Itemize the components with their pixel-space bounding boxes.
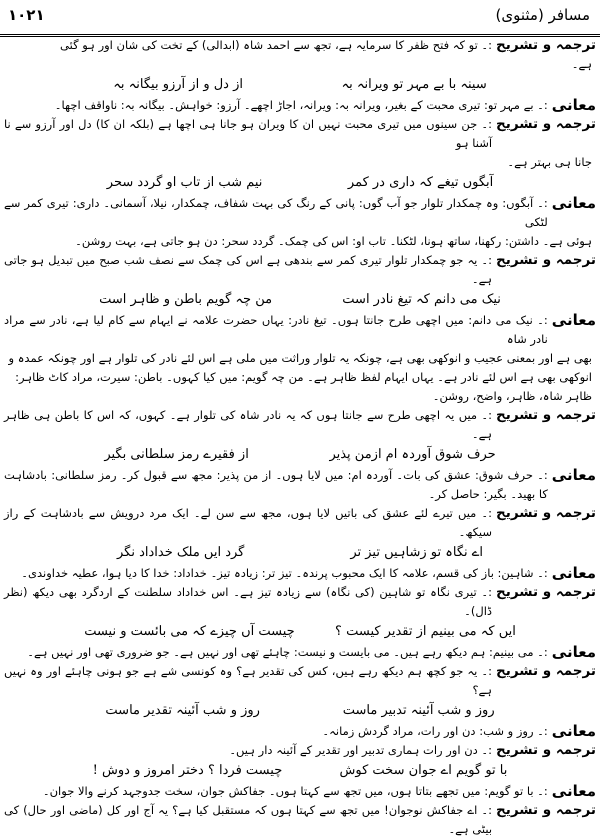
verse — [4, 542, 596, 564]
entry-row — [4, 406, 596, 444]
verse-line — [4, 621, 596, 643]
verse-line — [4, 289, 596, 311]
meaning-label: معانی — [551, 643, 596, 661]
meaning-entry — [4, 564, 596, 583]
entry-row — [4, 722, 596, 741]
entry-text: :۔ روز و شب: دن اور رات، مراد گردش زمانہ۔ — [322, 724, 548, 738]
verse — [4, 289, 596, 311]
verse-first-half: اے نگاہ تو زشاہیں تیز تر — [350, 545, 484, 560]
entry-row — [4, 564, 596, 583]
translation-label: ترجمہ و تشریح — [496, 584, 596, 600]
entry-text: :۔ دن اور رات ہماری تدبیر اور تقدیر کے آئینہ دار ہیں۔ — [229, 743, 493, 757]
entry-row — [4, 194, 596, 232]
verse-first-half: حرف شوق آوردہ ام ازمن پذیر — [329, 447, 496, 462]
verse-line — [4, 700, 596, 722]
entry-row — [4, 311, 596, 349]
verse-first-half: سینہ با بے مہر تو ویرانہ بہ — [341, 77, 487, 92]
translation-entry — [4, 36, 596, 74]
entry-continuation: ہوئی ہے۔ داشتن: رکھنا، ساتھ ہونا، لٹکنا۔ تاب او: اس کی چمک۔ گردد سحر: دن ہو جاتی ہے، بہت روشن۔ — [75, 234, 592, 248]
translation-entry — [4, 741, 596, 760]
running-head: مسافر (مثنوی) — [495, 6, 590, 24]
verse — [4, 444, 596, 466]
translation-entry — [4, 801, 596, 839]
verse-second-half: روز و شب آئینہ تقدیر ماست — [105, 703, 260, 718]
translation-entry — [4, 504, 596, 542]
meaning-label: معانی — [551, 311, 596, 329]
meaning-entry — [4, 311, 596, 406]
entry-text: :۔ اے جفاکش نوجوان! میں تجھ سے کہتا ہوں کہ مستقبل کیا ہے؟ یہ آج اور کل (ماضی اور حال) کی بیٹی ہے۔ — [4, 803, 493, 836]
entry-row — [4, 96, 596, 115]
entry-text: :۔ میں تیرے لئے عشق کی باتیں لایا ہوں، مجھ سے سن لے۔ ایک مرد درویش سے بادشاہت کے راز سیکھ۔ — [4, 506, 493, 539]
verse-line — [4, 542, 596, 564]
entry-continuation: بھی ہے اور بمعنی عجیب و انوکھی بھی ہے، چونکہ یہ تلوار وراثت میں ملی ہے اس لئے نادر کی تلوار ہے اور چونکہ عمدہ و انوکھی بھی ہے اس لئے نادر ہے۔ یہاں ایہام لفظ ظاہر ہے۔ من چہ گویم: میں کیا کہوں۔ باطن: سیرت، مراد کاٹ ظاہر: ظاہر شاہ، ظاہر، واضح، روشن۔ — [8, 351, 592, 403]
entry-row — [4, 251, 596, 289]
meaning-entry — [4, 194, 596, 251]
entry-text: :۔ جن سینوں میں تیری محبت نہیں ان کا ویران ہو جانا ہی اچھا ہے (بلکہ ان کا) دل اور آرزو سے نا آشنا ہو — [4, 117, 493, 150]
entry-text: :۔ یہ جو چمکدار تلوار تیری کمر سے بندھی ہے اس کی چمک سے نصف شب صبح میں تبدیل ہو جاتی ہے۔ — [4, 253, 493, 286]
entry-row — [4, 504, 596, 542]
translation-entry — [4, 115, 596, 172]
entry-row — [4, 643, 596, 662]
verse-first-half: ایں کہ می بینیم از تقدیر کیست ؟ — [335, 624, 516, 639]
verse-second-half: چیست فردا ؟ دختر امروز و دوش ! — [92, 763, 283, 778]
verse-line — [4, 760, 596, 782]
entry-row — [4, 466, 596, 504]
meaning-entry — [4, 782, 596, 801]
entry-text: :۔ تو کہ فتح ظفر کا سرمایہ ہے، تجھ سے احمد شاہ (ابدالی) کے تخت کی شان اور ہو گئی — [60, 38, 493, 52]
entry-text: :۔ شاہین: باز کی قسم، علامہ کا ایک محبوب پرندہ۔ تیز تر: زیادہ تیز۔ خداداد: خدا کا دیا ہوا، عطیہ خداوندی۔ — [21, 566, 548, 580]
translation-label: ترجمہ و تشریح — [496, 407, 596, 423]
verse-second-half: از فقیرے رمز سلطانی بگیر — [104, 447, 249, 462]
page-content — [0, 36, 600, 839]
page-header — [0, 0, 600, 37]
meaning-entry — [4, 466, 596, 504]
verse — [4, 74, 596, 96]
entry-row — [4, 115, 596, 153]
entry-text: :۔ میں یہ اچھی طرح سے جانتا ہوں کہ یہ نادر شاہ کی تلوار ہے۔ کہوں، کہ اس کا باطن ہی ظاہر ہے۔ — [4, 408, 493, 441]
entry-continuation: ہے۔ — [571, 57, 592, 71]
entry-row — [4, 782, 596, 801]
verse — [4, 760, 596, 782]
meaning-entry — [4, 722, 596, 741]
meaning-label: معانی — [551, 564, 596, 582]
verse-second-half: نیم شب از تاب او گردد سحر — [106, 175, 263, 190]
entry-text: :۔ حرف شوق: عشق کی بات۔ آوردہ ام: میں لایا ہوں۔ از من پذیر: مجھ سے قبول کر۔ رمز سلطانی: بادشاہت کا بھید۔ بگیر: حاصل کر۔ — [4, 468, 548, 501]
verse-first-half: روز و شب آئینہ تدبیر ماست — [342, 703, 495, 718]
meaning-label: معانی — [551, 782, 596, 800]
entry-row — [4, 662, 596, 700]
entry-continuation: جانا ہی بہتر ہے۔ — [507, 155, 592, 169]
entry-text: :۔ با تو گویم: میں تجھے بتاتا ہوں، میں تجھ سے کہتا ہوں۔ جفاکش جوان، سخت جدوجہد کرنے والا جوان۔ — [42, 784, 548, 798]
page-number: ۱۰۲۱ — [8, 6, 45, 24]
verse-second-half: من چہ گویم باطن و ظاہر است — [99, 292, 273, 307]
verse — [4, 172, 596, 194]
verse-first-half: آبگوں تیغے کہ داری در کمر — [347, 175, 494, 190]
entry-row — [4, 801, 596, 839]
meaning-label: معانی — [551, 466, 596, 484]
verse-second-half: گرد ایں ملک خداداد نگر — [117, 545, 245, 560]
verse-second-half: از دل و از آرزو بیگانہ بہ — [113, 77, 243, 92]
translation-label: ترجمہ و تشریح — [496, 802, 596, 818]
translation-entry — [4, 583, 596, 621]
meaning-entry — [4, 96, 596, 115]
verse-line — [4, 172, 596, 194]
translation-label: ترجمہ و تشریح — [496, 116, 596, 132]
entry-text: :۔ بے مہر تو: تیری محبت کے بغیر، ویرانہ بہ: ویرانہ، اجاڑ اچھے۔ آرزو: خواہش۔ بیگانہ بہ: ناواقف اچھا۔ — [54, 98, 548, 112]
verse-second-half: چیست آں چیزے کہ می بائست و نیست — [84, 624, 295, 639]
verse-first-half: نیک می دانم کہ تیغ نادر است — [342, 292, 501, 307]
translation-entry — [4, 251, 596, 289]
entry-text: :۔ نیک می دانم: میں اچھی طرح جانتا ہوں۔ تیغ نادر: یہاں حضرت علامہ نے ایہام سے کام لیا ہے، نادر سے مراد نادر شاہ — [4, 313, 548, 346]
entry-text: :۔ یہ جو کچھ ہم دیکھ رہے ہیں، کس کی تقدیر ہے؟ وہ کونسی شے ہے جو ہونی چاہئے اور وہ نہیں ہے؟ — [4, 664, 493, 697]
verse-line — [4, 74, 596, 96]
verse-line — [4, 444, 596, 466]
translation-entry — [4, 406, 596, 444]
translation-label: ترجمہ و تشریح — [496, 505, 596, 521]
verse-first-half: با تو گویم اے جوان سخت کوش — [339, 763, 508, 778]
entry-row — [4, 583, 596, 621]
entry-text: :۔ می بینیم: ہم دیکھ رہے ہیں۔ می بایست و نیست: چاہئے تھی اور نہیں ہے۔ جو ضروری تھی اور نہیں ہے۔ — [27, 645, 548, 659]
entry-text: :۔ آبگوں: وہ چمکدار تلوار جو آب گوں: پانی کے رنگ کی بہت شفاف، چمکدار، نیلا، آسمانی۔ داری: تیری کمر سے لٹکی — [4, 196, 548, 229]
entry-row — [4, 36, 596, 55]
verse — [4, 621, 596, 643]
entry-row — [4, 741, 596, 760]
verse — [4, 700, 596, 722]
translation-label: ترجمہ و تشریح — [496, 37, 596, 53]
translation-label: ترجمہ و تشریح — [496, 252, 596, 268]
entry-text: :۔ تیری نگاہ تو شاہین (کی نگاہ) سے زیادہ تیز ہے۔ اس خداداد سلطنت کے اردگرد بھی دیکھ (نظر ڈال)۔ — [4, 585, 493, 618]
meaning-entry — [4, 643, 596, 662]
meaning-label: معانی — [551, 96, 596, 114]
translation-entry — [4, 662, 596, 700]
meaning-label: معانی — [551, 722, 596, 740]
meaning-label: معانی — [551, 194, 596, 212]
translation-label: ترجمہ و تشریح — [496, 742, 596, 758]
translation-label: ترجمہ و تشریح — [496, 663, 596, 679]
